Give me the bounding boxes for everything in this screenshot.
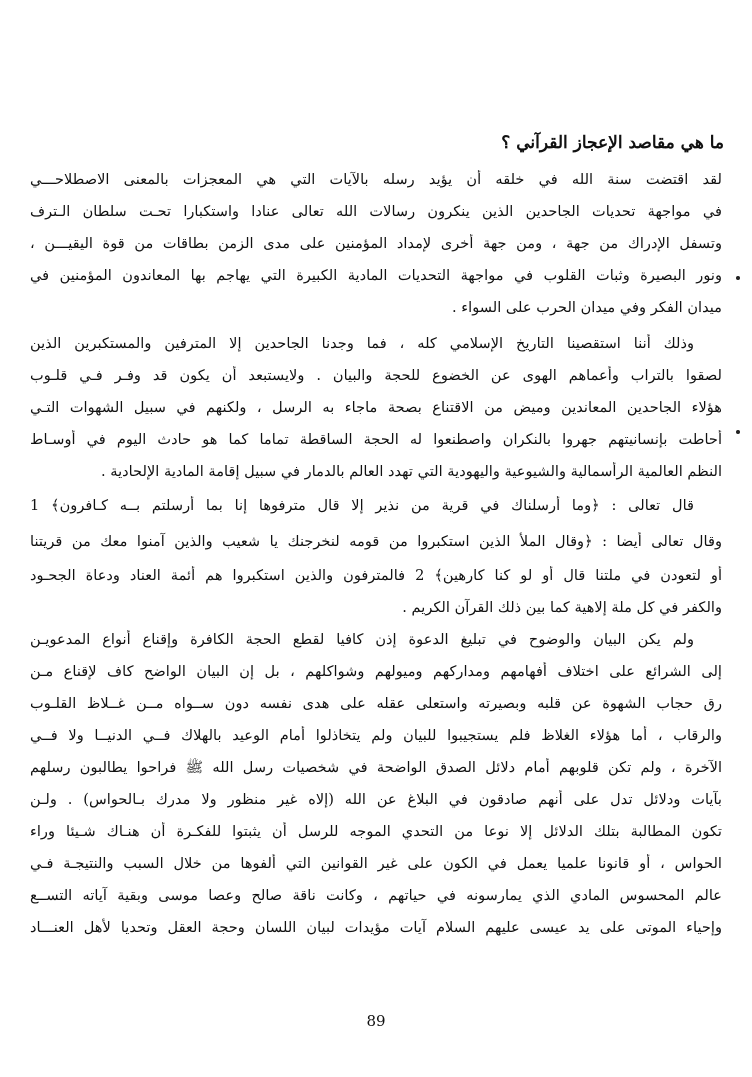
body-line: تكون المطالبة بتلك الدلائل إلا نوعا من التحدي الموجه للرسل أن يثبتوا للفكـرة أن هنـاك شـيئا وراء: [30, 823, 722, 840]
body-line: أو لتعودن في ملتنا قال أو لو كنا كارهين﴾ 2 فالمترفون والذين استكبروا هم أئمة العناد ودعاة الجحـود: [30, 567, 722, 584]
body-line: وتسفل الإدراك من جهة ، ومن جهة أخرى لإمداد المؤمنين على مدى الزمن بطاقات من قوة اليقيـــن ،: [30, 235, 722, 252]
body-line: والرقاب ، أما هؤلاء الغلاظ فلم يستجيبوا للبيان ولم يتخاذلوا أمام الوعيد بالهلاك فــي الدنيــا ولا فــي: [30, 727, 722, 744]
scan-speck: [736, 430, 740, 434]
body-line: وإحياء الموتى على يد عيسى عليهم السلام آيات مؤيدات لبيان اللسان وحجة العقل وتحديا لأهل العنـــاد: [30, 919, 722, 936]
body-line: الآخرة ، ولم تكن قلوبهم أمام دلائل الصدق الواضحة في شخصيات رسل الله ﷺ فراحوا يطالبون رسلهم: [30, 759, 722, 776]
body-line: وذلك أننا استقصينا التاريخ الإسلامي كله ، فما وجدنا الجاحدين إلا المترفين والمستكبرين الذين: [30, 335, 694, 352]
body-line: في مواجهة تحديات الجاحدين الذين ينكرون رسالات الله تعالى عنادا واستكبارا تحـت سلطان الـترف: [30, 203, 722, 220]
body-line: قال تعالى : ﴿وما أرسلناك في قرية من نذير إلا قال مترفوها إنا بما أرسلتم بــه كـافرون﴾ 1: [30, 497, 694, 514]
scan-speck: [736, 276, 740, 280]
body-line: هؤلاء الجاحدين المعاندين وميض من الاقتناع بصحة ماجاء به الرسل ، ولكنهم في سبيل الشهوات التـي: [30, 399, 722, 416]
body-line: وقال تعالى أيضا : ﴿وقال الملأ الذين استكبروا من قومه لنخرجنك يا شعيب والذين آمنوا معك من قريتنا: [30, 533, 722, 550]
body-line: أحاطت بإنسانيتهم جهروا بالنكران واصطنعوا له الحجة الساقطة تماما كما هو حادث اليوم في أوسـاط: [30, 431, 722, 448]
body-line: بآيات ودلائل تدل على أنهم صادقون في البلاغ عن الله (إلاه غير منظور ولا مدرك بـالحواس) . ولـن: [30, 791, 722, 808]
body-line: لقد اقتضت سنة الله في خلقه أن يؤيد رسله بالآيات التي هي المعجزات بالمعنى الاصطلاحـــي: [30, 171, 722, 188]
page-number: 89: [366, 1012, 386, 1030]
section-heading: ما هي مقاصد الإعجاز القرآني ؟: [501, 133, 724, 153]
body-line: الحواس ، أو قانونا علميا يعمل في الكون على غير القوانين التي ألفوها من خلال السبب والنتيجـة فـي: [30, 855, 722, 872]
body-line: إلى الشرائع على اختلاف أفهامهم ومداركهم وميولهم وشواكلهم ، بل إن البيان الواضح كاف لإقناع مـن: [30, 663, 722, 680]
body-line: والكفر في كل ملة إلاهية كما بين ذلك القرآن الكريم .: [402, 599, 722, 616]
body-line: ميدان الفكر وفي ميدان الحرب على السواء .: [452, 299, 722, 316]
body-line: ولم يكن البيان والوضوح في تبليغ الدعوة إذن كافيا لقطع الحجة الكافرة وإقناع أنواع المدعويـن: [30, 631, 694, 648]
body-line: رق حجاب الشهوة عن قلبه وبصيرته واستعلى عقله على هدى نفسه دون ســواه مــن غــلاظ القلـوب: [30, 695, 722, 712]
body-line: عالم المحسوس المادي الذي يمارسونه في حياتهم ، وكانت ناقة صالح وعصا موسى وبقية آياته التســع: [30, 887, 722, 904]
body-line: النظم العالمية الرأسمالية والشيوعية واليهودية التي تهدد العالم بالدمار في سبيل إقامة المادية الإلحادية .: [101, 463, 722, 480]
body-line: لصقوا بالتراب وأعماهم الهوى عن الخضوع للحجة والبيان . ولايستبعد أن يكون قد وفـر فـي قلـوب: [30, 367, 722, 384]
body-line: ونور البصيرة وثبات القلوب في مواجهة التحديات المادية الكبيرة التي يهاجم بها المعاندون المؤمنين في: [30, 267, 722, 284]
